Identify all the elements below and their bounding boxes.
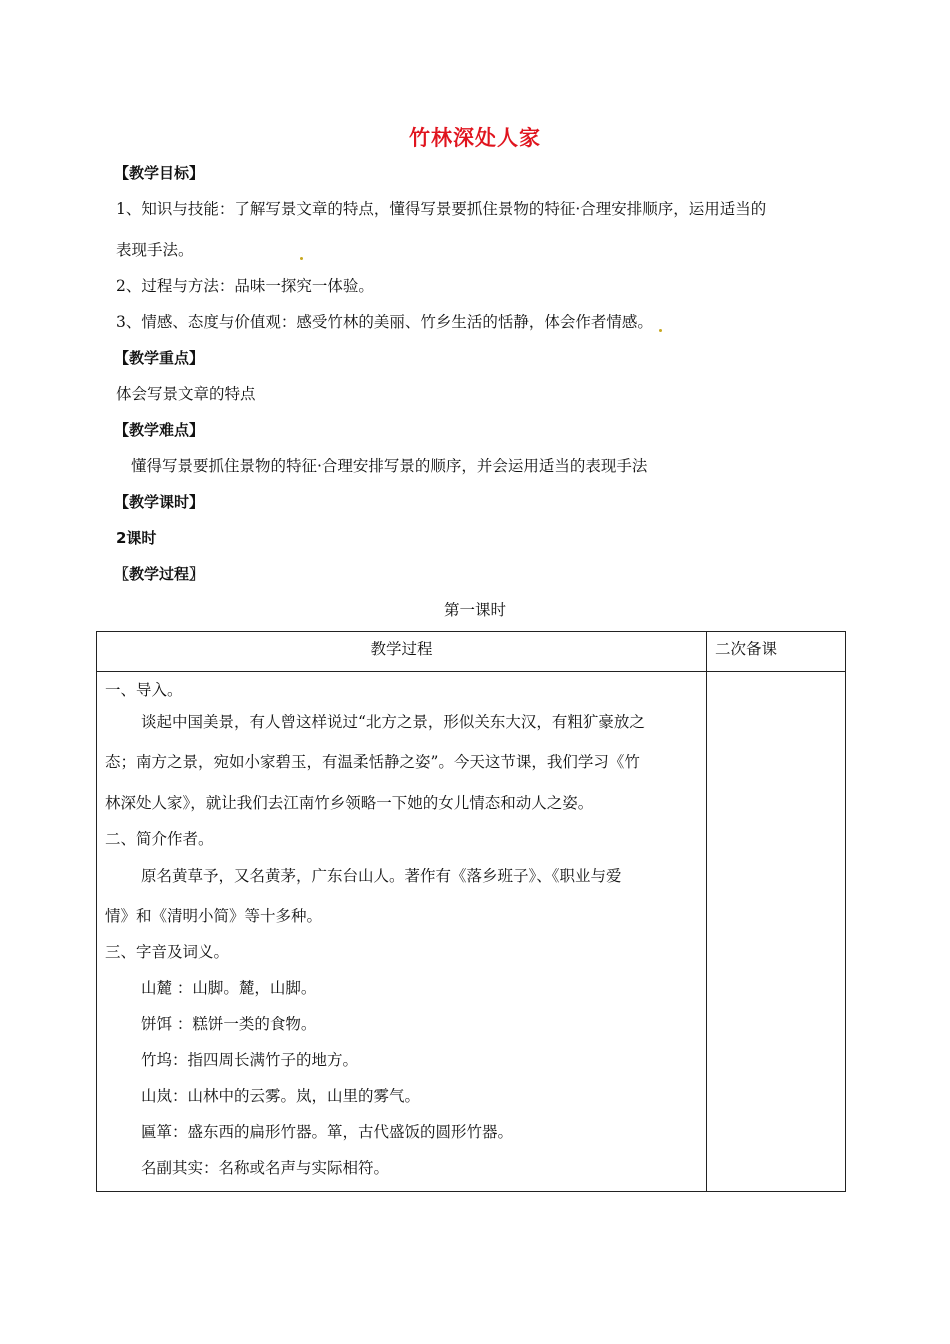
author-heading: 二、简介作者。 [105,830,214,848]
process-heading: 〖教学过程〗 [114,565,205,583]
page-title: 竹林深处人家 [409,126,541,150]
objective-1-line-1: 1、知识与技能：了解写景文章的特点，懂得写景要抓住景物的特征·合理安排顺序，运用适当的 [116,200,767,218]
vocab-item: 山岚：山林中的云雾。岚，山里的雾气。 [141,1087,421,1105]
intro-line-1: 谈起中国美景，有人曾这样说过“北方之景，形似关东大汉，有粗犷豪放之 [141,713,645,731]
table-column-divider [706,632,707,1191]
teaching-process-table [96,631,846,1192]
objective-3: 3、情感、态度与价值观：感受竹林的美丽、竹乡生活的恬静，体会作者情感。 [116,313,653,331]
vocab-item: 饼饵 ：糕饼一类的食物。 [141,1015,317,1033]
author-line-1: 原名黄草予，又名黄茅，广东台山人。著作有《落乡班子》、《职业与爱 [141,867,622,885]
difficulties-heading: 【教学难点】 [114,421,205,439]
vocab-item: 山麓 ：山脚。麓，山脚。 [141,979,317,997]
vocab-heading: 三、字音及词义。 [105,943,230,961]
lesson-title: 第一课时 [443,601,506,619]
objective-2: 2、过程与方法：品味一探究一体验。 [116,277,374,295]
vocab-item: 竹坞：指四周长满竹子的地方。 [141,1051,359,1069]
hours-text: 2课时 [116,529,157,547]
table-header-divider [97,671,845,672]
mark-dot [300,257,303,260]
objectives-heading: 【教学目标】 [114,164,205,182]
key-points-text: 体会写景文章的特点 [116,385,256,403]
vocab-item: 匾箪：盛东西的扁形竹器。箪，古代盛饭的圆形竹器。 [141,1123,514,1141]
intro-heading: 一、导入。 [105,681,183,699]
header-process: 教学过程 [370,640,433,658]
hours-heading: 【教学课时】 [114,493,205,511]
intro-line-3: 林深处人家》，就让我们去江南竹乡领略一下她的女儿情态和动人之姿。 [105,794,594,812]
author-line-2: 情》和《清明小简》等十多种。 [105,907,323,925]
key-points-heading: 【教学重点】 [114,349,205,367]
mark-dot [659,329,662,332]
difficulties-text: 懂得写景要抓住景物的特征·合理安排写景的顺序，并会运用适当的表现手法 [131,457,648,475]
header-notes: 二次备课 [715,640,778,658]
intro-line-2: 态；南方之景，宛如小家碧玉，有温柔恬静之姿”。今天这节课，我们学习《竹 [105,753,640,771]
vocab-item: 名副其实：名称或名声与实际相符。 [141,1159,390,1177]
objective-1-line-2: 表现手法。 [116,241,194,259]
